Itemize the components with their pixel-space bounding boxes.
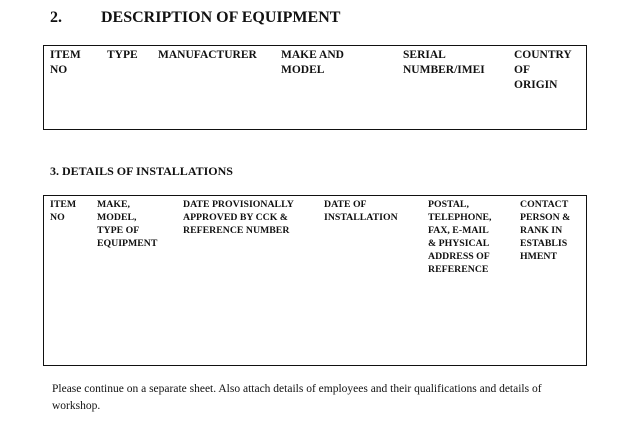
installations-col-make-model-type: MAKE, MODEL, TYPE OF EQUIPMENT <box>97 199 158 249</box>
equipment-col-country-of-origin: COUNTRY OF ORIGIN <box>514 49 572 91</box>
equipment-col-serial-number: SERIAL NUMBER/IMEI <box>403 49 485 76</box>
section-3-title: 3. DETAILS OF INSTALLATIONS <box>50 164 233 178</box>
equipment-col-manufacturer: MANUFACTURER <box>158 49 257 61</box>
equipment-col-item-no: ITEM NO <box>50 49 81 76</box>
continuation-note: Please continue on a separate sheet. Also attach details of employees and their qualifications and details of workshop. <box>52 383 542 412</box>
installations-col-date-installation: DATE OF INSTALLATION <box>324 199 398 223</box>
installations-col-item-no: ITEM NO <box>50 199 77 223</box>
section-2-title: DESCRIPTION OF EQUIPMENT <box>101 9 341 26</box>
section-2-number: 2. <box>50 9 62 26</box>
installations-col-reference-address: POSTAL, TELEPHONE, FAX, E-MAIL & PHYSICAL ADDRESS OF REFERENCE <box>428 199 492 275</box>
installations-col-date-approved: DATE PROVISIONALLY APPROVED BY CCK & REFERENCE NUMBER <box>183 199 294 236</box>
equipment-col-make-model: MAKE AND MODEL <box>281 49 344 76</box>
installations-col-contact-person: CONTACT PERSON & RANK IN ESTABLIS HMENT <box>520 199 571 262</box>
equipment-col-type: TYPE <box>107 49 138 61</box>
